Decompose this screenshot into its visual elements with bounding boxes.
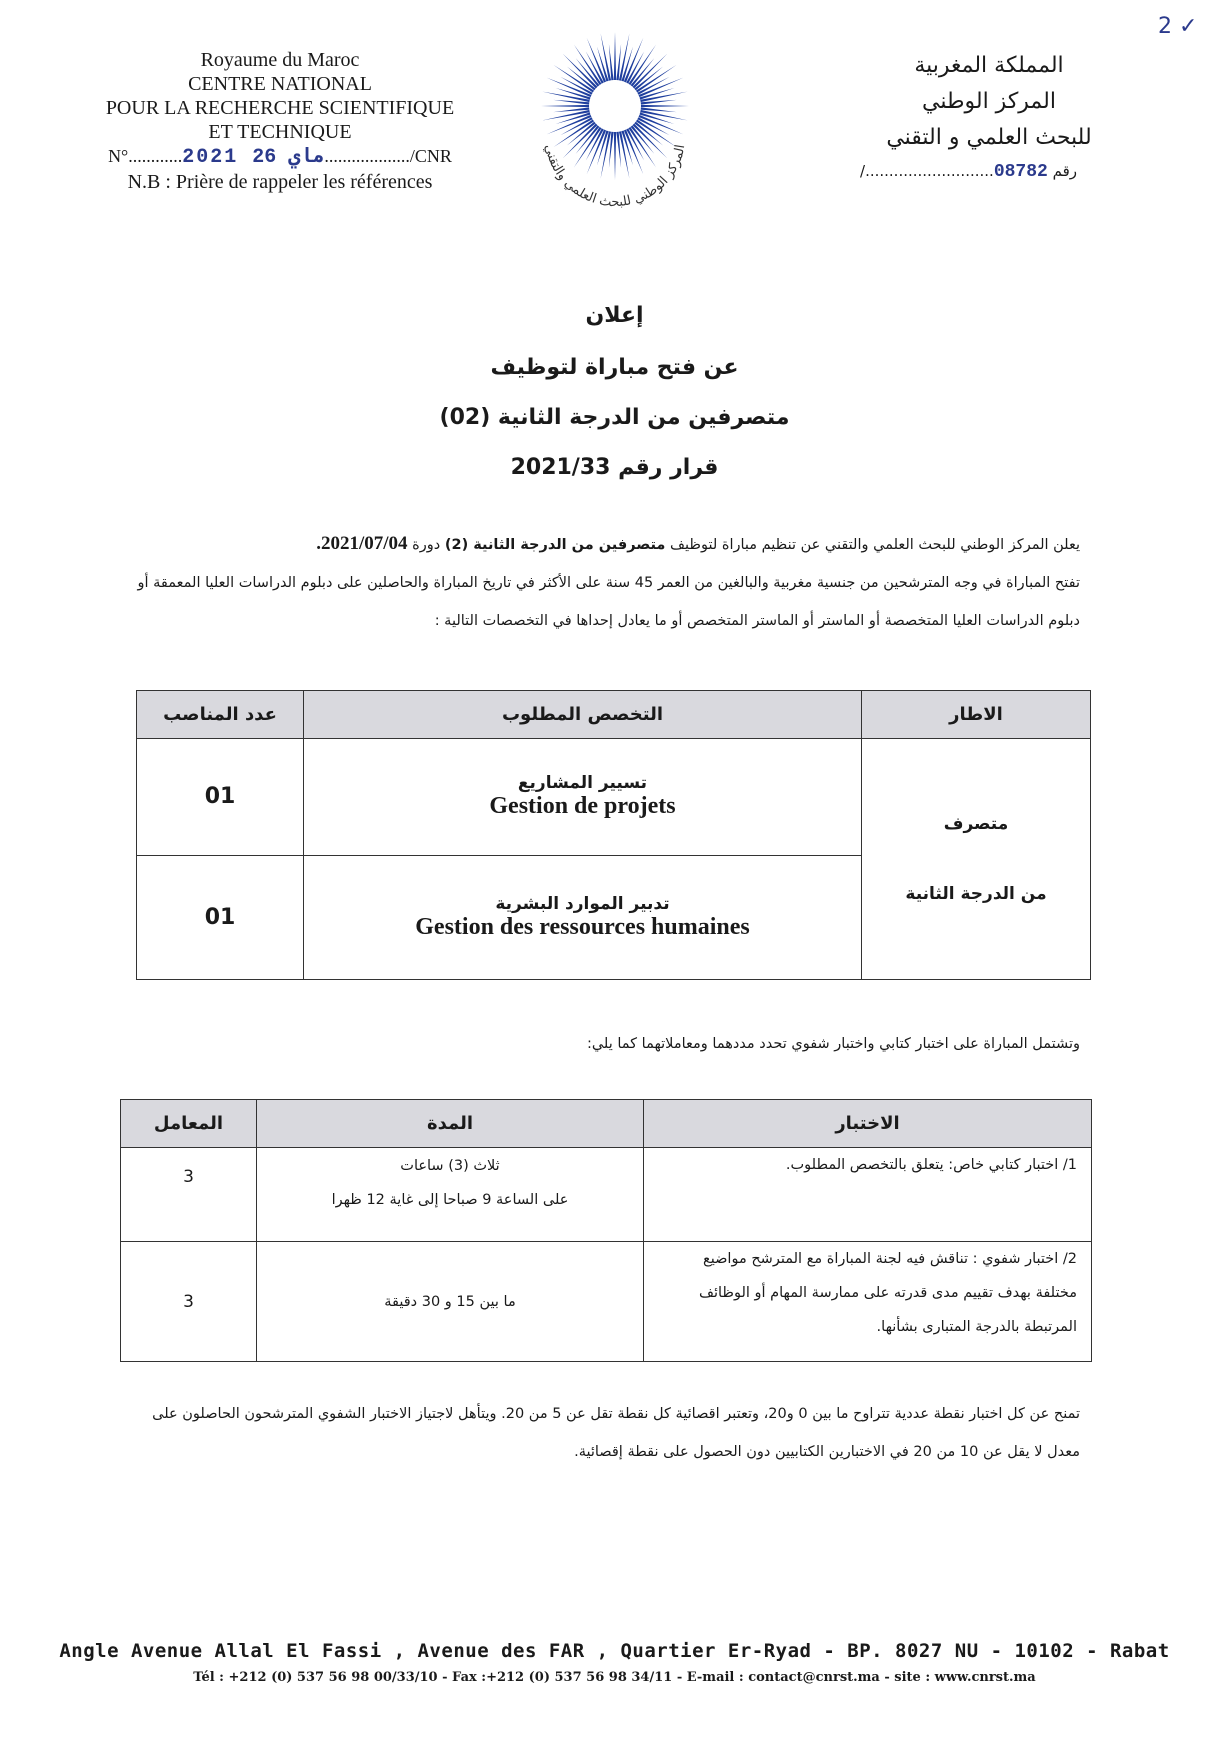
table-row	[121, 1148, 1092, 1242]
header-grade: الاطار	[862, 691, 1091, 739]
announcement-subtitle-1: عن فتح مباراة لتوظيف	[490, 355, 739, 380]
intro-paragraph	[125, 525, 1080, 640]
cnrst-logo	[505, 26, 725, 236]
reference-number-ar: /...........................08782 رقم	[860, 162, 1078, 182]
header-arabic	[819, 48, 1159, 156]
center-name-ar-line2: للبحث العلمي و التقني	[886, 125, 1092, 150]
exams-table	[120, 1099, 1092, 1362]
reference-number-fr: N°............2021 ماي 26.................../CNR	[108, 146, 452, 169]
header-duration: المدة	[257, 1100, 644, 1148]
header-french	[40, 48, 520, 194]
duration-cell: ما بين 15 و 30 دقيقة	[257, 1242, 644, 1362]
center-name-line2: POUR LA RECHERCHE SCIENTIFIQUE	[105, 97, 455, 119]
closing-paragraph: تمنح عن كل اختبار نقطة عددية تتراوح ما بين 0 و20، وتعتبر اقصائية كل نقطة تقل عن 5 من 20. ويتأهل لاجتياز الاختبار الشفوي المترشحون الحاصلون على معدل لا يقل عن 10 من 20 في الاختبارين الكتابيين دون الحصول على نقطة إقصائية.	[152, 1406, 1080, 1460]
intro-line-2: تفتح المباراة في وجه المترشحين من جنسية مغربية والبالغين من العمر 45 سنة على الأكثر في تاريخ المباراة والحاصلين على دبلوم الدراسات العليا المعمقة أو دبلوم الدراسات العليا المتخصصة أو الماستر أو الماستر المتخصص أو ما يعادل إحداها في التخصصات التالية :	[137, 575, 1080, 629]
kingdom-label-ar: المملكة المغربية	[914, 53, 1064, 78]
table-row	[121, 1242, 1092, 1362]
header-count: عدد المناصب	[137, 691, 304, 739]
duration-cell: ثلاث (3) ساعات على الساعة 9 صباحا إلى غاية 12 ظهرا	[257, 1148, 644, 1242]
footer-contact: Tél : +212 (0) 537 56 98 00/33/10 - Fax :+212 (0) 537 56 98 34/11 - E-mail : contact@cnrst.ma - site : www.cnrst.ma	[193, 1670, 1036, 1685]
handwritten-ref: 08782	[993, 162, 1048, 182]
center-name-ar-line1: المركز الوطني	[922, 89, 1056, 114]
announcement-subtitle-2: متصرفين من الدرجة الثانية (02)	[439, 405, 790, 430]
reference-note: N.B : Prière de rappeler les références	[127, 171, 433, 193]
position-count: 01	[137, 739, 304, 855]
emblem-ray	[641, 105, 689, 107]
logo-seal-text: المركز الوطني للبحث العلمي والتقني	[541, 143, 689, 211]
sun-emblem-icon	[505, 26, 725, 236]
intro-line-1: يعلن المركز الوطني للبحث العلمي والتقني عن تنظيم مباراة لتوظيف متصرفين من الدرجة الثانية (2) دورة 2021/07/04.	[316, 533, 1080, 554]
center-name-line1: CENTRE NATIONAL	[188, 73, 372, 95]
positions-table	[136, 690, 1091, 980]
coefficient-cell: 3	[121, 1242, 257, 1362]
emblem-ray	[614, 132, 616, 180]
center-name-line3: ET TECHNIQUE	[208, 121, 352, 143]
exam-description-cell: 1/ اختبار كتابي خاص: يتعلق بالتخصص المطلوب.	[644, 1148, 1092, 1242]
specialty-cell: تسيير المشاريع Gestion de projets	[304, 739, 862, 855]
header-exam: الاختبار	[644, 1100, 1092, 1148]
header-specialty: التخصص المطلوب	[304, 691, 862, 739]
header-coefficient: المعامل	[121, 1100, 257, 1148]
handwritten-date: 2021 ماي 26	[182, 146, 325, 169]
footer-address: Angle Avenue Allal El Fassi , Avenue des FAR , Quartier Er-Ryad - BP. 8027 NU - 10102 - Rabat	[59, 1640, 1170, 1662]
exams-intro: وتشتمل المباراة على اختبار كتابي واختبار شفوي تحدد مددهما ومعاملاتهما كما يلي:	[586, 1036, 1080, 1052]
decision-number: قرار رقم 2021/33	[510, 455, 719, 480]
specialty-cell: تدبير الموارد البشرية Gestion des ressources humaines	[304, 855, 862, 979]
kingdom-label: Royaume du Maroc	[200, 49, 360, 71]
emblem-ray	[614, 32, 616, 80]
announcement-title: إعلان	[585, 303, 644, 328]
grade-cell: متصرف من الدرجة الثانية	[862, 739, 1091, 980]
corner-handwritten-mark: 2 ✓	[1158, 14, 1198, 39]
emblem-ray	[541, 105, 589, 107]
coefficient-cell: 3	[121, 1148, 257, 1242]
position-count: 01	[137, 855, 304, 979]
exam-description-cell: 2/ اختبار شفوي : تناقش فيه لجنة المباراة مع المترشح مواضيع مختلفة بهدف تقييم مدى قدرته على ممارسة المهام أو الوظائف المرتبطة بالدرجة المتبارى بشأنها.	[644, 1242, 1092, 1362]
table-row	[137, 739, 1091, 855]
